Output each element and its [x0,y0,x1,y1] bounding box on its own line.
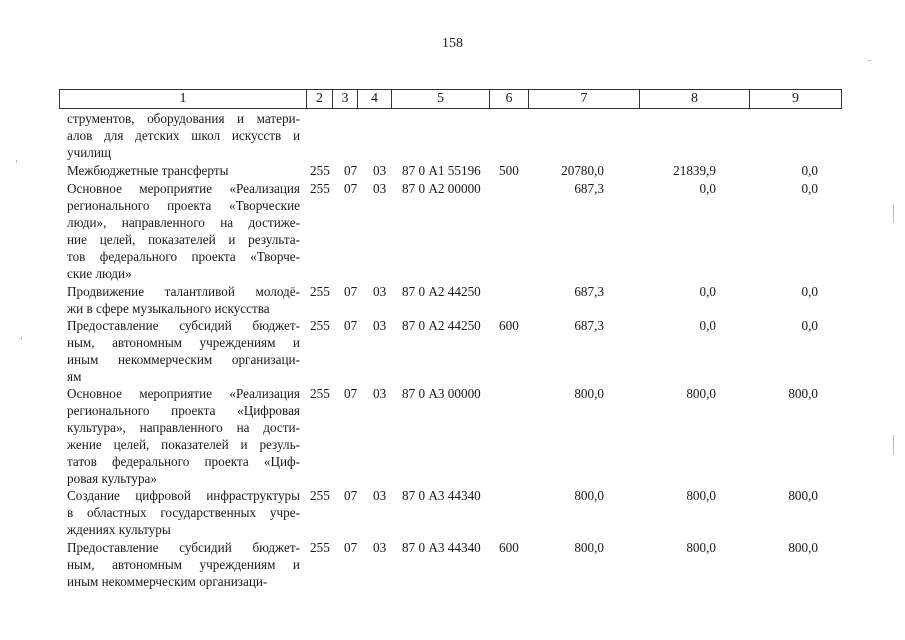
description-line: Основное мероприятие «Реализация [67,181,300,196]
header-col-3: 3 [333,90,358,108]
cell-c4: 03 [373,488,387,503]
header-col-4: 4 [358,90,392,108]
description-line: ровая культура» [67,471,158,486]
scan-artifact [893,435,894,455]
cell-c3: 07 [344,284,358,299]
cell-c7: 687,3 [574,284,604,299]
cell-c2: 255 [310,284,330,299]
cell-c3: 07 [344,318,358,333]
cell-c4: 03 [373,386,387,401]
scan-artifact [868,60,871,61]
cell-c7: 800,0 [574,540,604,555]
description-line: иным некоммерческим организаци- [67,352,300,367]
cell-c8: 800,0 [686,488,716,503]
cell-c5: 87 0 А3 44340 [402,488,481,503]
header-col-9: 9 [792,91,799,106]
cell-c5: 87 0 А3 00000 [402,386,481,401]
cell-c2: 255 [310,540,330,555]
cell-c5: 87 0 А2 44250 [402,318,481,333]
cell-c2: 255 [310,318,330,333]
description-line: Предоставление субсидий бюджет- [67,318,300,333]
cell-c2: 255 [310,488,330,503]
cell-c5: 87 0 А2 00000 [402,181,481,196]
description-line: алов для детских школ искусств и [67,128,300,143]
scan-artifact [16,160,17,163]
cell-c8: 0,0 [699,181,716,196]
description-line: Межбюджетные трансферты [67,163,229,178]
header-col-8: 8 [640,90,750,108]
description-line: Создание цифровой инфраструктуры [67,488,300,503]
description-line: ние целей, показателей и результа- [67,232,300,247]
cell-c3: 07 [344,488,358,503]
cell-c8: 0,0 [699,284,716,299]
scan-artifact [21,337,22,340]
row-description [67,539,300,590]
cell-c4: 03 [373,318,387,333]
cell-c6: 600 [499,540,519,555]
header-col-2: 2 [307,90,333,108]
cell-c2: 255 [310,163,330,178]
description-line: регионального проекта «Цифровая [67,403,300,418]
cell-c3: 07 [344,181,358,196]
description-line: татов федерального проекта «Циф- [67,454,300,469]
header-col-7: 7 [529,90,640,108]
description-line: иным некоммерческим организаци- [67,574,268,589]
row-description [67,162,300,179]
header-col-5: 5 [392,90,490,108]
description-line: жи в сфере музыкального искусства [67,301,270,316]
table-header [59,89,842,109]
cell-c7: 687,3 [574,318,604,333]
cell-c9: 0,0 [801,181,818,196]
cell-c7: 800,0 [574,386,604,401]
cell-c4: 03 [373,163,387,178]
description-line: в областных государственных учре- [67,505,300,520]
cell-c4: 03 [373,181,387,196]
description-line: струментов, оборудования и матери- [67,111,300,126]
description-line: жение целей, показателей и резуль- [67,437,300,452]
cell-c9: 0,0 [801,284,818,299]
description-line: ждениях культуры [67,522,171,537]
row-description [67,317,300,385]
cell-c7: 800,0 [574,488,604,503]
cell-c3: 07 [344,540,358,555]
description-line: Продвижение талантливой молодё- [67,284,300,299]
description-line: ям [67,369,82,384]
cell-c8: 800,0 [686,386,716,401]
cell-c6: 500 [499,163,519,178]
cell-c8: 0,0 [699,318,716,333]
cell-c9: 800,0 [788,488,818,503]
cell-c2: 255 [310,181,330,196]
cell-c5: 87 0 А2 44250 [402,284,481,299]
cell-c6: 600 [499,318,519,333]
cell-c9: 800,0 [788,540,818,555]
row-description [67,283,300,317]
description-line: люди», направленного на достиже- [67,215,300,230]
scan-artifact [893,205,894,223]
description-line: тов федерального проекта «Творче- [67,249,300,264]
row-description [67,180,300,282]
cell-c5: 87 0 А1 55196 [402,163,481,178]
cell-c3: 07 [344,386,358,401]
description-line: ным, автономным учреждениям и [67,335,300,350]
cell-c8: 800,0 [686,540,716,555]
page-number: 158 [442,36,463,51]
description-line: училищ [67,145,112,160]
header-col-1: 1 [60,90,307,108]
row-description [67,487,300,538]
cell-c7: 20780,0 [561,163,604,178]
cell-c4: 03 [373,284,387,299]
description-line: ские люди» [67,266,132,281]
description-line: культура», направленного на дости- [67,420,300,435]
row-description [67,385,300,487]
cell-c3: 07 [344,163,358,178]
cell-c7: 687,3 [574,181,604,196]
description-line: ным, автономным учреждениям и [67,557,300,572]
cell-c8: 21839,9 [673,163,716,178]
cell-c2: 255 [310,386,330,401]
row-description [67,110,300,161]
cell-c5: 87 0 А3 44340 [402,540,481,555]
header-col-6: 6 [490,90,529,108]
cell-c9: 0,0 [801,318,818,333]
description-line: Предоставление субсидий бюджет- [67,540,300,555]
cell-c4: 03 [373,540,387,555]
cell-c9: 800,0 [788,386,818,401]
cell-c9: 0,0 [801,163,818,178]
description-line: регионального проекта «Творческие [67,198,300,213]
description-line: Основное мероприятие «Реализация [67,386,300,401]
